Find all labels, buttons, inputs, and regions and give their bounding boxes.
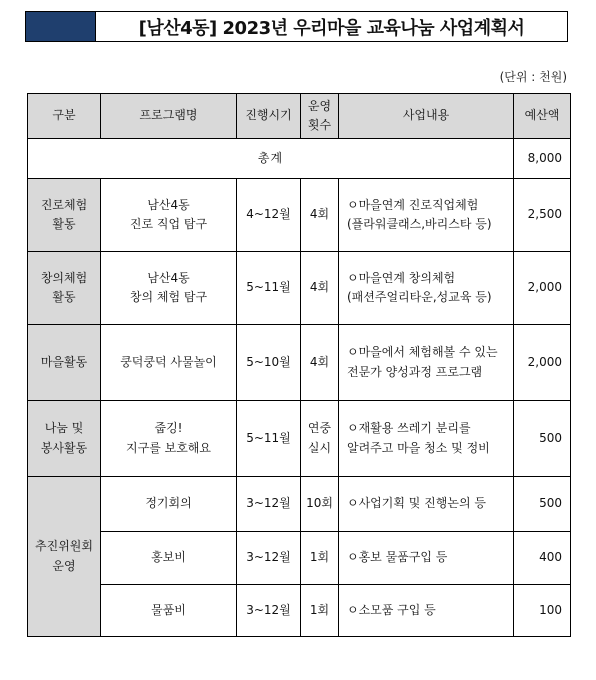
row-count-line: 실시 xyxy=(307,440,332,455)
table-row xyxy=(28,252,571,325)
row-program-line: 지구를 보호해요 xyxy=(126,440,211,455)
committee-period: 3~12월 xyxy=(237,585,301,637)
row-count-line: 연중 xyxy=(307,421,332,436)
table-row xyxy=(28,179,571,252)
row-period: 5~11월 xyxy=(237,252,301,325)
committee-count: 10회 xyxy=(301,477,339,532)
row-budget: 500 xyxy=(514,401,571,477)
committee-content: ㅇ사업기획 및 진행논의 등 xyxy=(339,477,514,532)
row-category-line: 창의체험 xyxy=(40,270,88,285)
header-period: 진행시기 xyxy=(237,94,301,139)
committee-row xyxy=(28,585,571,637)
row-program-line: 남산4동 xyxy=(147,197,190,212)
row-category-line: 활동 xyxy=(52,290,76,304)
row-count-line: 4회 xyxy=(309,207,330,222)
row-category-line: 활동 xyxy=(52,217,76,231)
row-program xyxy=(101,401,237,477)
committee-program: 물품비 xyxy=(101,585,237,637)
row-program-line: 쿵덕쿵덕 사물놀이 xyxy=(120,354,217,369)
committee-budget: 500 xyxy=(514,477,571,532)
row-content xyxy=(339,252,514,325)
row-category-line: 마을활동 xyxy=(40,354,88,369)
committee-period: 3~12월 xyxy=(237,477,301,532)
committee-category xyxy=(28,477,101,637)
row-program-line: 줍깅! xyxy=(154,421,183,436)
committee-count: 1회 xyxy=(301,585,339,637)
row-program xyxy=(101,252,237,325)
header-count-line1: 운영 xyxy=(307,98,332,113)
header-count-line2: 횟수 xyxy=(307,118,332,132)
row-content-line: ㅇ마을연계 창의체험 xyxy=(347,270,456,285)
row-budget: 2,000 xyxy=(514,252,571,325)
row-category xyxy=(28,325,101,401)
row-content-line: (패션주얼리타운,성교육 등) xyxy=(347,290,492,304)
committee-content: ㅇ홍보 물품구입 등 xyxy=(339,532,514,585)
page-title: [남산4동] 2023년 우리마을 교육나눔 사업계획서 xyxy=(138,17,525,39)
title-box xyxy=(25,11,568,42)
row-category-line: 봉사활동 xyxy=(40,440,88,455)
total-label: 총계 xyxy=(28,139,514,179)
row-program xyxy=(101,325,237,401)
row-budget: 2,500 xyxy=(514,179,571,252)
committee-content: ㅇ소모품 구입 등 xyxy=(339,585,514,637)
total-row xyxy=(28,139,571,179)
table-header-row xyxy=(28,94,571,139)
row-program-line: 진로 직업 탐구 xyxy=(129,217,208,231)
header-category: 구분 xyxy=(28,94,101,139)
row-content-line: (플라워클래스,바리스타 등) xyxy=(347,217,492,231)
row-content xyxy=(339,325,514,401)
row-content-line: 전문가 양성과정 프로그램 xyxy=(347,364,483,379)
table-row xyxy=(28,325,571,401)
table-row xyxy=(28,401,571,477)
unit-note: (단위 : 천원) xyxy=(499,70,567,84)
row-budget: 2,000 xyxy=(514,325,571,401)
header-program: 프로그램명 xyxy=(101,94,237,139)
committee-count: 1회 xyxy=(301,532,339,585)
row-category-line: 진로체험 xyxy=(40,197,88,212)
committee-program: 정기회의 xyxy=(101,477,237,532)
header-content: 사업내용 xyxy=(339,94,514,139)
row-count xyxy=(301,401,339,477)
row-period: 5~11월 xyxy=(237,401,301,477)
row-content-line: 알려주고 마을 청소 및 정비 xyxy=(347,440,490,455)
row-content xyxy=(339,179,514,252)
row-count xyxy=(301,252,339,325)
row-category-line: 나눔 및 xyxy=(44,421,84,436)
row-count xyxy=(301,325,339,401)
header-count xyxy=(301,94,339,139)
row-content-line: ㅇ마을연계 진로직업체험 xyxy=(347,197,479,212)
row-count-line: 4회 xyxy=(309,280,330,295)
row-program xyxy=(101,179,237,252)
header-budget: 예산액 xyxy=(514,94,571,139)
row-count-line: 4회 xyxy=(309,354,330,369)
committee-category-line: 운영 xyxy=(52,558,76,573)
committee-row xyxy=(28,477,571,532)
row-content-line: ㅇ재활용 쓰레기 분리를 xyxy=(347,421,471,436)
committee-budget: 400 xyxy=(514,532,571,585)
row-category xyxy=(28,401,101,477)
committee-period: 3~12월 xyxy=(237,532,301,585)
committee-budget: 100 xyxy=(514,585,571,637)
row-content xyxy=(339,401,514,477)
row-content-line: ㅇ마을에서 체험해볼 수 있는 xyxy=(347,345,498,360)
row-period: 4~12월 xyxy=(237,179,301,252)
row-program-line: 창의 체험 탐구 xyxy=(129,290,208,304)
row-category xyxy=(28,179,101,252)
row-count xyxy=(301,179,339,252)
row-category xyxy=(28,252,101,325)
committee-category-line: 추진위원회 xyxy=(35,539,93,554)
committee-program: 홍보비 xyxy=(101,532,237,585)
row-program-line: 남산4동 xyxy=(147,270,190,285)
title-accent-bar xyxy=(26,12,96,41)
total-budget: 8,000 xyxy=(514,139,571,179)
row-period: 5~10월 xyxy=(237,325,301,401)
plan-table xyxy=(27,93,571,637)
committee-row xyxy=(28,532,571,585)
